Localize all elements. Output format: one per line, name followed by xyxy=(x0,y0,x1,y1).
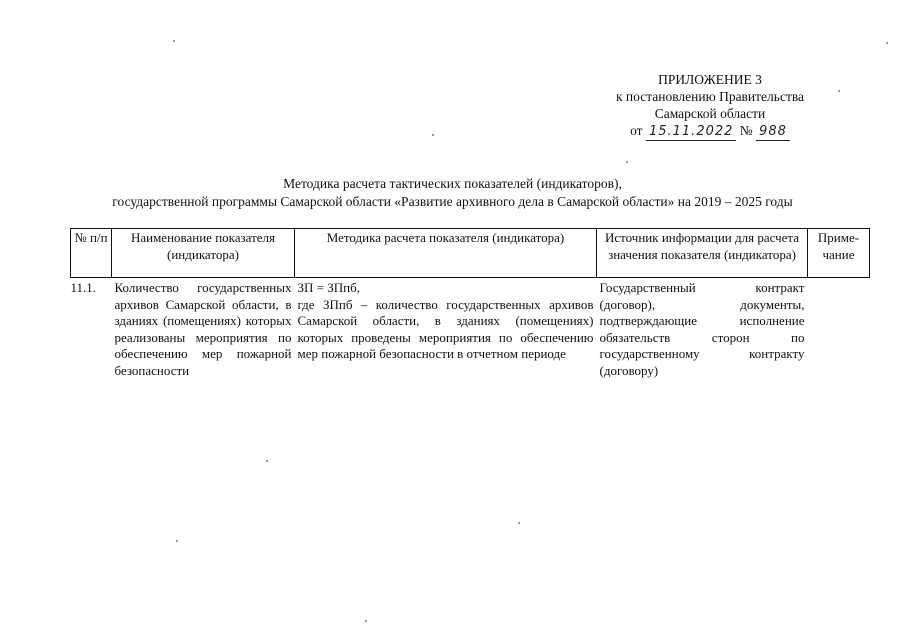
row-method xyxy=(295,278,597,382)
row-indicator-name: Количество государственных архивов Самарской области, в зданиях (помещениях) которых реализованы мероприятия по обеспечению мер пожарной безопасности xyxy=(114,280,292,378)
scan-speck xyxy=(176,540,178,542)
appendix-region: Самарской области xyxy=(654,106,766,121)
scan-speck xyxy=(365,620,367,622)
date-prefix: от xyxy=(630,123,643,138)
handwritten-date: 15.11.2022 xyxy=(646,123,736,141)
appendix-block xyxy=(590,71,830,141)
header-number: № п/п xyxy=(71,229,112,278)
header-method: Методика расчета показателя (индикатора) xyxy=(295,229,597,278)
number-prefix: № xyxy=(739,123,753,138)
header-note: Приме-чание xyxy=(808,229,870,278)
handwritten-number: 988 xyxy=(756,123,790,141)
scan-speck xyxy=(838,90,840,92)
scan-speck xyxy=(266,460,268,462)
row-formula: ЗП = ЗПпб, xyxy=(297,280,360,295)
row-formula-description: где ЗПпб – количество государственных архивов Самарской области, в зданиях (помещениях) которых проведены мероприятия по обеспечению мер пожарной безопасности в отчетном периоде xyxy=(297,296,594,361)
header-indicator-name: Наименование показателя (индикатора) xyxy=(112,229,295,278)
title-line-1: Методика расчета тактических показателей (индикаторов), xyxy=(283,176,622,191)
row-note xyxy=(808,278,870,382)
table-header-row xyxy=(71,229,870,278)
document-title xyxy=(40,175,865,211)
row-source: Государственный контракт (договор), документы, подтверждающие исполнение обязательств сторон по государственному контракту (договору) xyxy=(599,280,805,378)
title-line-2: государственной программы Самарской области «Развитие архивного дела в Самарской области» на 2019 – 2025 годы xyxy=(112,194,793,209)
scan-speck xyxy=(518,522,520,524)
table-row xyxy=(71,278,870,382)
appendix-resolution: к постановлению Правительства xyxy=(615,89,805,104)
scan-speck xyxy=(886,42,888,44)
row-number: 11.1. xyxy=(70,280,97,295)
header-source: Источник информации для расчета значения показателя (индикатора) xyxy=(597,229,808,278)
scan-speck xyxy=(173,40,175,42)
scan-speck xyxy=(626,161,628,163)
appendix-title: ПРИЛОЖЕНИЕ 3 xyxy=(658,72,762,87)
indicators-table xyxy=(70,228,870,381)
scan-speck xyxy=(432,134,434,136)
appendix-date-line xyxy=(590,122,830,141)
